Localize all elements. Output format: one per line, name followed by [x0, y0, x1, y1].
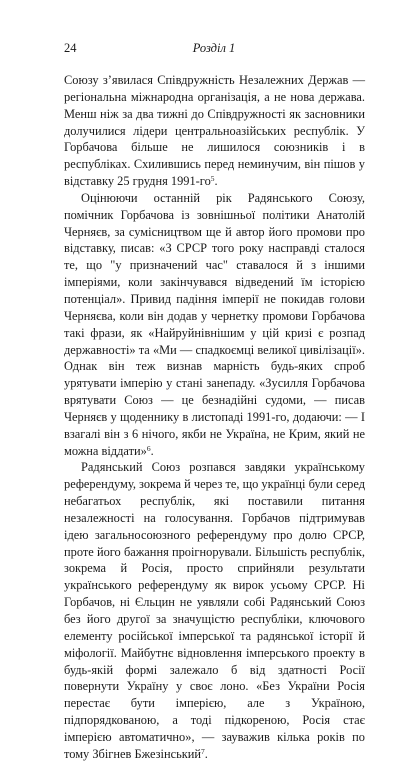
body-text: [64, 72, 365, 763]
footnote-ref-6: 6: [146, 443, 151, 453]
chapter-title: Розділ 1: [192, 41, 236, 55]
paragraph-2-text: Оцінюючи останній рік Радянського Союзу, помічник Горбачова із зовнішньої політики Анатолій Черняєв, за сумісництвом ще й автор його промови про відставку, писав: «З СРСР того року насправді сталося те, що "у призначений час" ставалося й з іншими імперіями, коли закінчувався відведений їм історією потенціал». Привид падіння імперії не покидав голови Черняєва, коли він додав у чернетку промови Горбачова такі фрази, як «Найруйнівнішим у цій кризі є розпад державності» та «Ми — спадкоємці великої цивілізації». Однак він теж визнав марність будь-яких спроб урятувати імперію у стані занепаду. «Зусилля Горбачова врятувати Союз — це безнадійні судоми, — писав Черняєв у щоденнику в листопаді 1991-го, додаючи: — І взагалі він з 6 нічого, якби не Україна, не Крим, який не можна віддати»: [64, 190, 365, 458]
paragraph-3-text: Радянський Союз розпався завдяки українському референдуму, зокрема й через те, що українці були серед небагатьох республік, які поставили питання незалежності на голосування. Горбачов підтримував ідею загальносоюзного референдуму про долю СРСР, проте його бажання проігнорували. Більшість республік, зокрема й Росія, просто сприйняли результати українського референдуму як вирок усьому СРСР. Ні Горбачов, ні Єльцин не уявляли собі Радянський Союз без його другої за значущістю республіки, ключового елементу російської імперської та радянської історії й міфології. Майбутнє відновлення імперського проекту в будь-якій формі залежало б від здатності Росії повернути Україну у своє лоно. «Без України Росія перестає бути імперією, але з Україною, підпорядкованою, а тоді підкореною, Росія стає імперією автоматично», — зауважив кілька років по тому Збігнев Бжезінський: [64, 460, 365, 761]
paragraph-1: Союзу з’явилася Співдружність Незалежних Держав — регіональна міжнародна організація, а не нова держава. Менш ніж за два тижні до Співдружності як засновники долучилися лідери центральноазійських республік. У Горбачова більше не лишилося союзників і в республіках. Схилившись перед неминучим, він пішов у відставку 25 грудня $1991-го^5$.: [64, 73, 365, 189]
page-number: 24: [64, 41, 77, 55]
footnote-ref-7: 7: [201, 746, 205, 756]
running-head: [64, 40, 364, 56]
footnote-ref-5: 5: [210, 174, 215, 184]
paragraph-1-text: Союзу з’явилася Співдружність Незалежних Держав — регіональна міжнародна організація, а не нова держава. Менш ніж за два тижні до Співдружності як засновники долучилися лідери центральноазійських республік. У Горбачова більше не лишилося союзників і в республіках. Схилившись перед неминучим, він пішов у відставку 25 грудня 1991-го: [64, 73, 365, 189]
paragraph-3: Радянський Союз розпався завдяки українському референдуму, зокрема й через те, що українці були серед небагатьох республік, які поставили питання незалежності на голосування. Горбачов підтримував ідею загальносоюзного референдуму про долю СРСР, проте його бажання проігнорували. Більшість республік, зокрема й Росія, просто сприйняли результати українського референдуму як вирок усьому СРСР. Ні Горбачов, ні Єльцин не уявляли собі Радянський Союз без його другої за значущістю республіки, ключового елементу російської імперської та радянської історії й міфології. Майбутнє відновлення імперського проекту в будь-якій формі залежало б від здатності Росії повернути Україну у своє лоно. «Без України Росія перестає бути імперією, але з Україною, підпорядкованою, а тоді підкореною, Росія стає імперією автоматично», — зауважив кілька років по тому Збігнев Бжезінський$^7$.: [64, 460, 365, 761]
paragraph-2: Оцінюючи останній рік Радянського Союзу, помічник Горбачова із зовнішньої політики Анатолій Черняєв, за сумісництвом ще й автор його промови про відставку, писав: «З СРСР того року насправді сталося те, що "у призначений час" ставалося й з іншими імперіями, коли закінчувався відведений їм історією потенціал». Привид падіння імперії не покидав голови Черняєва, коли він додав у чернетку промови Горбачова такі фрази, як «Найруйнівнішим у цій кризі є розпад державності» та «Ми — спадкоємці великої цивілізації». Однак він теж визнав марність будь-яких спроб урятувати імперію у стані занепаду. «Зусилля Горбачова врятувати Союз — це безнадійні судоми, — писав Черняєв у щоденнику в листопаді 1991-го, додаючи: — І взагалі він з 6 нічого, якби не Україна, не Крим, який не можна віддати»$^6$.: [64, 190, 365, 458]
